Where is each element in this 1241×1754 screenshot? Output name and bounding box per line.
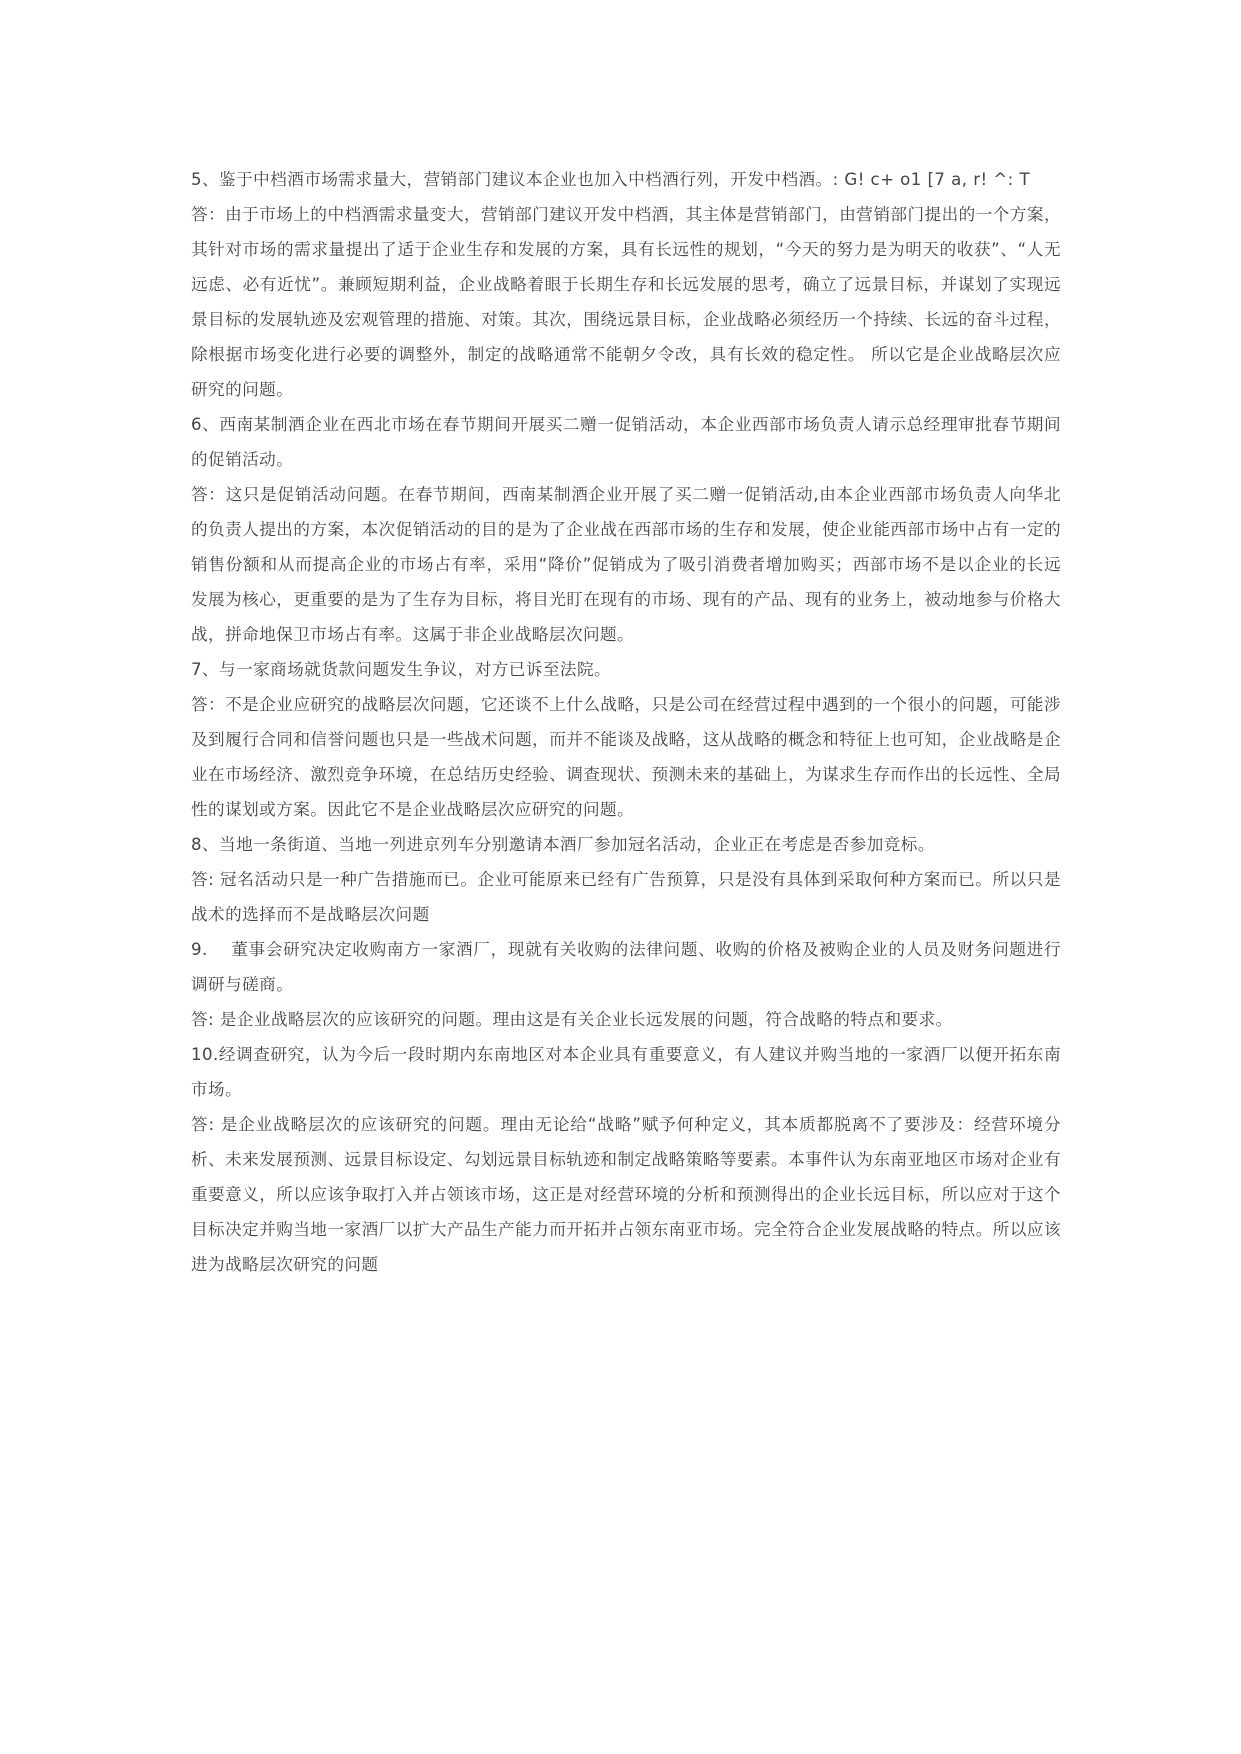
question-10: 10.经调查研究，认为今后一段时期内东南地区对本企业具有重要意义，有人建议并购当地的一家酒厂以便开拓东南市场。 — [191, 1045, 1061, 1099]
answer-7: 答：不是企业应研究的战略层次问题，它还谈不上什么战略，只是公司在经营过程中遇到的一个很小的问题，可能涉及到履行合同和信誉问题也只是一些战术问题，而并不能谈及战略，这从战略的概念和特征上也可知，企业战略是企业在市场经济、激烈竞争环境，在总结历史经验、调查现状、预测未来的基础上，为谋求生存而作出的长远性、全局性的谋划或方案。因此它不是企业战略层次应研究的问题。 — [191, 695, 1061, 819]
question-7: 7、与一家商场就货款问题发生争议，对方已诉至法院。 — [191, 660, 612, 679]
answer-10: 答: 是企业战略层次的应该研究的问题。理由无论给“战略”赋予何种定义，其本质都脱离不了要涉及：经营环境分析、未来发展预测、远景目标设定、勾划远景目标轨迹和制定战略策略等要素。本事件认为东南亚地区市场对企业有重要意义，所以应该争取打入并占领该市场，这正是对经营环境的分析和预测得出的企业长远目标，所以应对于这个目标决定并购当地一家酒厂以扩大产品生产能力而开拓并占领东南亚市场。完全符合企业发展战略的特点。所以应该进为战略层次研究的问题 — [191, 1115, 1061, 1274]
answer-6: 答：这只是促销活动问题。在春节期间，西南某制酒企业开展了买二赠一促销活动,由本企业西部市场负责人向华北的负责人提出的方案，本次促销活动的目的是为了企业战在西部市场的生存和发展，使企业能西部市场中占有一定的销售份额和从而提高企业的市场占有率，采用“降价”促销成为了吸引消费者增加购买；西部市场不是以企业的长远发展为核心，更重要的是为了生存为目标，将目光盯在现有的市场、现有的产品、现有的业务上，被动地参与价格大战，拼命地保卫市场占有率。这属于非企业战略层次问题。 — [191, 485, 1061, 644]
question-8: 8、当地一条街道、当地一列进京列车分别邀请本酒厂参加冠名活动，企业正在考虑是否参加竞标。 — [191, 835, 935, 854]
answer-5: 答：由于市场上的中档酒需求量变大，营销部门建议开发中档酒，其主体是营销部门，由营销部门提出的一个方案，其针对市场的需求量提出了适于企业生存和发展的方案，具有长远性的规划，“今天的努力是为明天的收获”、“人无远虑、必有近忧”。兼顾短期利益，企业战略着眼于长期生存和长远发展的思考，确立了远景目标，并谋划了实现远景目标的发展轨迹及宏观管理的措施、对策。其次，围绕远景目标，企业战略必须经历一个持续、长远的奋斗过程，除根据市场变化进行必要的调整外，制定的战略通常不能朝夕令改，具有长效的稳定性。 所以它是企业战略层次应研究的问题。 — [191, 205, 1061, 399]
document-body — [191, 162, 1061, 1282]
question-5: 5、鉴于中档酒市场需求量大，营销部门建议本企业也加入中档酒行列，开发中档酒。: G! c+ o1 [7 a, r! ^: T — [191, 170, 1031, 189]
answer-9: 答: 是企业战略层次的应该研究的问题。理由这是有关企业长远发展的问题，符合战略的特点和要求。 — [191, 1010, 953, 1029]
question-9: 9. 董事会研究决定收购南方一家酒厂，现就有关收购的法律问题、收购的价格及被购企业的人员及财务问题进行调研与磋商。 — [191, 940, 1061, 994]
question-6: 6、西南某制酒企业在西北市场在春节期间开展买二赠一促销活动，本企业西部市场负责人请示总经理审批春节期间的促销活动。 — [191, 415, 1061, 469]
answer-8: 答: 冠名活动只是一种广告措施而已。企业可能原来已经有广告预算，只是没有具体到采取何种方案而已。所以只是战术的选择而不是战略层次问题 — [191, 870, 1061, 924]
